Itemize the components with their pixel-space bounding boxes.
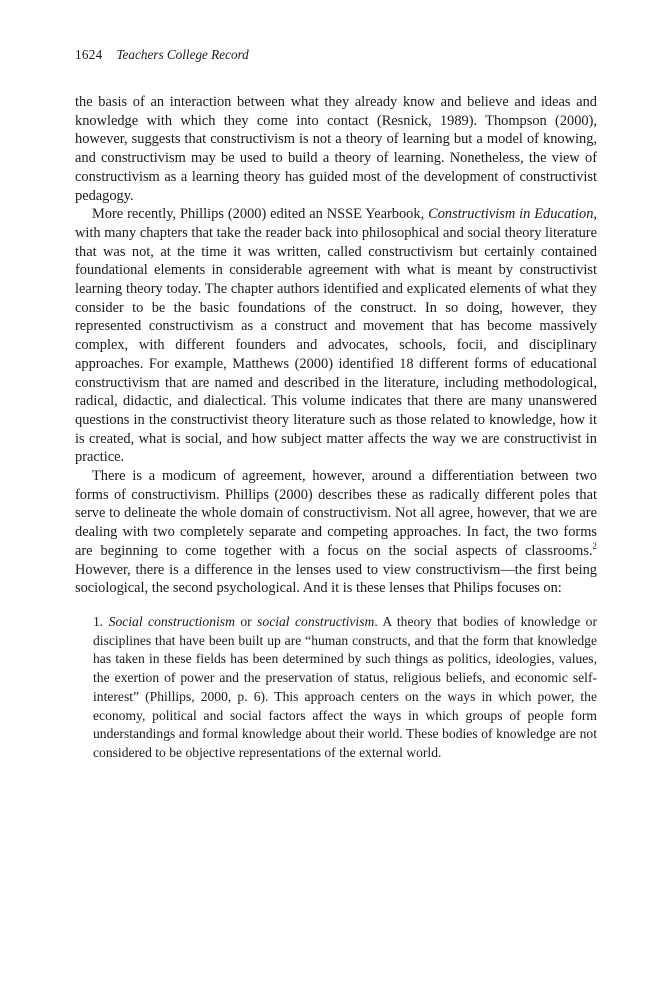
list-number: 1.: [93, 613, 109, 629]
article-body: [75, 93, 597, 763]
italic-term: social constructivism: [257, 613, 375, 629]
text-run: However, there is a difference in the lenses used to view constructivism—the first being sociological, the second psychological. And it is these lenses that Philips focuses on:: [75, 561, 597, 597]
page-header: [75, 46, 597, 63]
italic-book-title: Constructivism in Education: [428, 206, 594, 223]
text-run: There is a modicum of agreement, however, around a differentiation between two forms of constructivism. Phillips (2000) describes these as radically different poles that serve to delineate the whole domain of constructivism. Not all agree, however, that we are dealing with two completely separate and competing approaches. In fact, the two forms are beginning to come together with a focus on the social aspects of classrooms.: [75, 468, 597, 559]
text-run: or: [234, 613, 258, 629]
paragraph-2: [75, 205, 597, 467]
text-run: More recently, Phillips (2000) edited an NSSE Yearbook,: [92, 206, 429, 223]
page-number: 1624: [75, 47, 103, 62]
footnote-marker: 2: [592, 541, 597, 552]
text-run: , with many chapters that take the reader back into philosophical and social theory literature that was not, at the time it was written, called constructivism but certainly contained foundational elements in considerable agreement with what is meant by constructivist learning theory today. The chapter authors identified and explicated elements of what they consider to be the basic foundations of the construct. In so doing, however, they represented constructivism as a construct and movement that has become massively complex, with different founders and advocates, schools, focii, and disciplinary approaches. For example, Matthews (2000) identified 18 different forms of educational constructivism that are named and described in the literature, including methodological, radical, didactic, and dialectical. This volume indicates that there are many unanswered questions in the constructivist theory literature such as those related to knowledge, how it is created, what is social, and how subject matter affects the way we are constructivist in practice.: [75, 206, 598, 466]
running-head: Teachers College Record: [116, 47, 249, 62]
numbered-quote-item: [75, 613, 597, 763]
italic-term: Social constructionism: [108, 613, 235, 629]
text-run: . A theory that bodies of knowledge or disciplines that have been built up are “human constructs, and that the form that knowledge has taken in these fields has been determined by such things as politics, ideologies, values, the exertion of power and the preservation of status, religious beliefs, and economic self-interest” (Phillips, 2000, p. 6). This approach centers on the ways in which power, the economy, political and social factors affect the ways in which groups of people form understandings and formal knowledge about their world. These bodies of knowledge are not considered to be objective representations of the external world.: [93, 613, 597, 760]
paragraph-3: [75, 467, 597, 598]
paragraph-1: the basis of an interaction between what they already know and believe and ideas and knowledge with which they come into contact (Resnick, 1989). Thompson (2000), however, suggests that constructivism is not a theory of learning but a model of knowing, and constructivism may be used to build a theory of learning. Nonetheless, the view of constructivism as a learning theory has guided most of the development of constructivist pedagogy.: [75, 94, 597, 204]
